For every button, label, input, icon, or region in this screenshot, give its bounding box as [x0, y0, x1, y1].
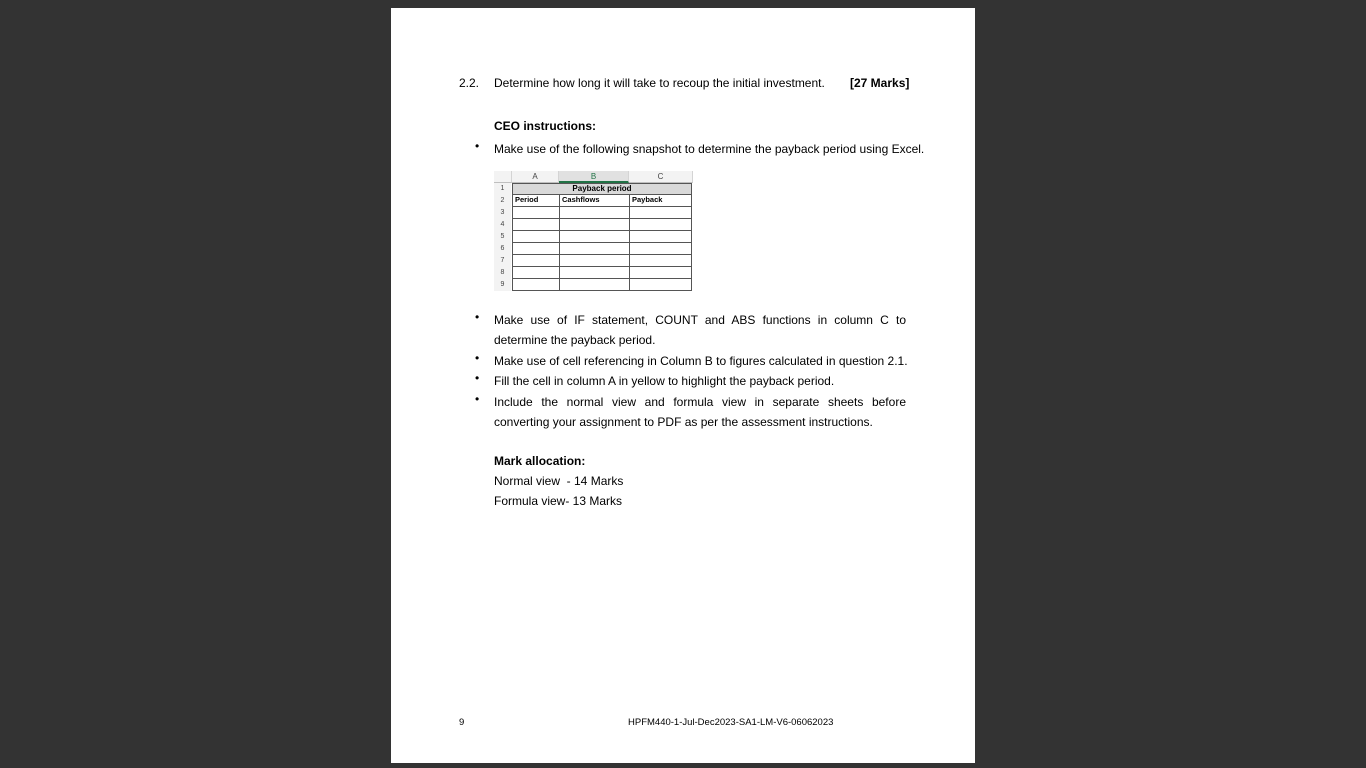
mark-allocation-line: Formula view- 13 Marks: [494, 494, 623, 508]
document-page: [391, 8, 975, 763]
row-header: 2: [494, 195, 511, 207]
column-header-c: C: [629, 171, 693, 183]
column-header-a: A: [512, 171, 559, 183]
row-header: 1: [494, 183, 511, 195]
ceo-instructions-heading: CEO instructions:: [494, 119, 597, 133]
sheet-corner: [494, 171, 512, 183]
mark-allocation-heading: Mark allocation:: [494, 454, 586, 468]
header-cell-payback: Payback: [629, 194, 692, 207]
instruction-item: Fill the cell in column A in yellow to highlight the payback period.: [494, 374, 835, 388]
instruction-item: Make use of the following snapshot to determine the payback period using Excel.: [494, 142, 925, 156]
row-header: 7: [494, 255, 511, 267]
grid-cell: [559, 278, 630, 291]
mark-allocation-line: Normal view - 14 Marks: [494, 474, 624, 488]
bullet-icon: •: [475, 351, 480, 365]
bullet-icon: •: [475, 392, 480, 406]
row-header: 6: [494, 243, 511, 255]
spreadsheet-snapshot: [494, 171, 694, 291]
footer-document-code: HPFM440-1-Jul-Dec2023-SA1-LM-V6-06062023: [628, 717, 834, 728]
grid-cell: [629, 278, 692, 291]
footer-page-number: 9: [459, 717, 465, 728]
bullet-icon: •: [475, 139, 480, 153]
payback-period-title-cell: Payback period: [512, 183, 692, 195]
instruction-item: Make use of cell referencing in Column B to figures calculated in question 2.1.: [494, 354, 908, 368]
column-header-b: B: [559, 171, 629, 183]
row-header: 8: [494, 267, 511, 279]
instruction-item: Make use of IF statement, COUNT and ABS functions in column C to determine the payback period.: [494, 313, 906, 347]
row-header: 5: [494, 231, 511, 243]
question-number: 2.2.: [459, 76, 480, 90]
row-header: 3: [494, 207, 511, 219]
question-text: Determine how long it will take to recoup the initial investment.: [494, 76, 825, 90]
bullet-icon: •: [475, 371, 480, 385]
row-header: 9: [494, 279, 511, 291]
header-cell-cashflows: Cashflows: [559, 194, 630, 207]
bullet-icon: •: [475, 310, 480, 324]
question-marks: [27 Marks]: [850, 76, 910, 90]
grid-cell: [512, 278, 560, 291]
header-cell-period: Period: [512, 194, 560, 207]
instruction-item: Include the normal view and formula view in separate sheets before converting your assignment to PDF as per the assessment instructions.: [494, 395, 906, 429]
row-header: 4: [494, 219, 511, 231]
